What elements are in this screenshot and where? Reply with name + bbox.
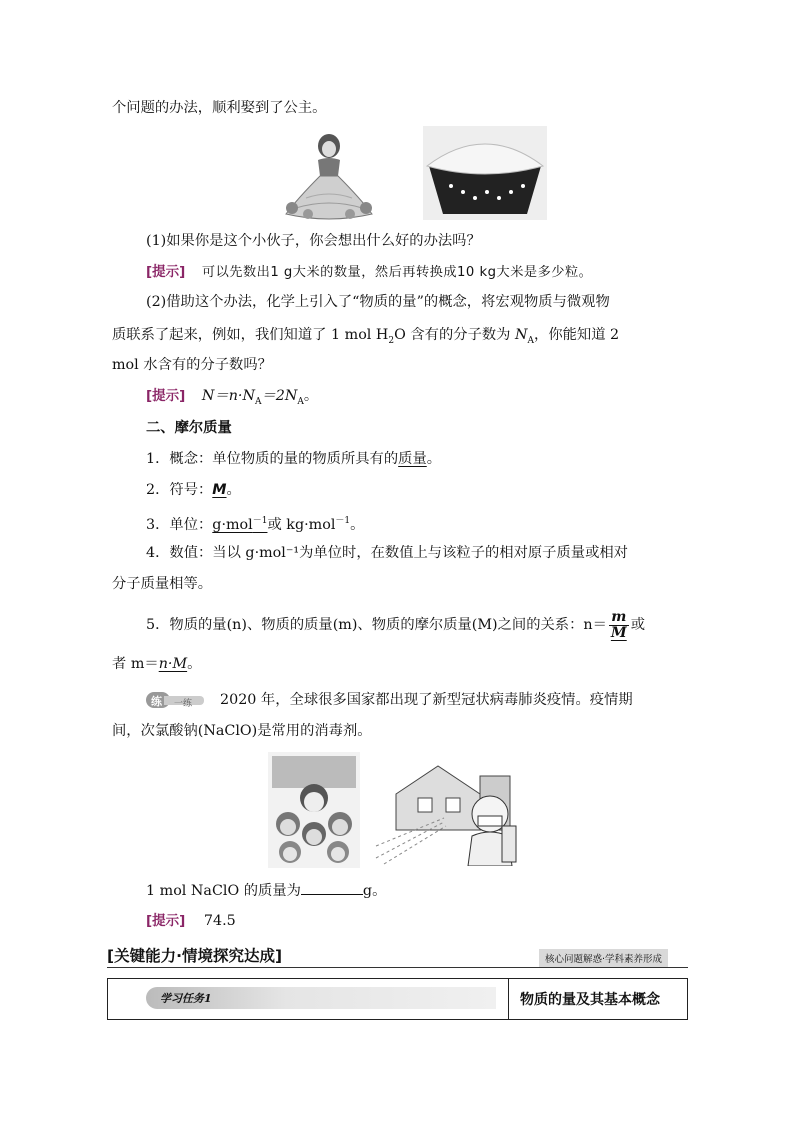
question-1: (1)如果你是这个小伙子，你会想出什么好的办法吗？ xyxy=(146,233,481,249)
item-4-line-1: 4．数值：当以 g·mol⁻¹为单位时，在数值上与该粒子的相对原子质量或相对 xyxy=(146,545,628,561)
section-header-bar xyxy=(107,946,688,966)
practice-question: 1 mol NaClO 的质量为 g。 xyxy=(146,880,386,901)
practice-line-2: 间，次氯酸钠(NaClO)是常用的消毒剂。 xyxy=(112,723,372,739)
question-2-line-2: 质联系了起来，例如，我们知道了 1 mol $H_2O$ 含有的分子数为 $N_A$，你能知道 2 xyxy=(112,327,620,346)
hint-1-text: 可以先数出1 g大米的数量，然后再转换成10 kg大米是多少粒。 xyxy=(201,265,593,280)
princess-illustration xyxy=(278,128,380,220)
answer-blank xyxy=(301,880,363,895)
learning-task-badge: 学习任务1 xyxy=(146,987,496,1009)
question-2-line-1: (2)借助这个办法，化学上引入了“物质的量”的概念，将宏观物质与微观物 xyxy=(146,294,610,310)
learning-task-title: 物质的量及其基本概念 xyxy=(520,992,660,1008)
item-3: 3．单位：g·mol$^{-1}$或 kg·mol$^{-1}$。 xyxy=(146,516,365,533)
fraction-m-over-M: $\frac{m}{M}$ xyxy=(610,608,627,641)
practice-badge: 练 一练 xyxy=(146,691,206,709)
children-cartoon-illustration xyxy=(268,752,360,868)
hint-1 xyxy=(146,262,592,283)
item-4-line-2: 分子质量相等。 xyxy=(112,576,213,592)
learning-task-label-cell xyxy=(108,979,509,1019)
section-header-title: [关键能力·情境探究达成] xyxy=(107,947,283,965)
disinfection-cartoon-illustration xyxy=(374,758,526,866)
item-2: 2．符号：M。 xyxy=(146,482,241,498)
item-1: 1．概念：单位物质的量的物质所具有的质量。 xyxy=(146,451,442,467)
intro-text: 个问题的办法，顺利娶到了公主。 xyxy=(112,100,327,116)
question-2-line-3: mol 水含有的分子数吗？ xyxy=(112,357,272,373)
hint-label: [提示] xyxy=(146,913,186,929)
section-divider xyxy=(107,967,688,968)
hint-3 xyxy=(146,911,236,931)
practice-line-1: 练 一练 2020 年，全球很多国家都出现了新型冠状病毒肺炎疫情。疫情期 xyxy=(146,690,633,710)
section-header-tag: 核心问题解惑·学科素养形成 xyxy=(539,949,668,967)
hint-label: [提示] xyxy=(146,388,186,404)
item-5-line-1: 5．物质的量(n)、物质的质量(m)、物质的摩尔质量(M)之间的关系：n＝ $\frac{m}{M}$ 或 xyxy=(146,608,646,641)
hint-2: [提示] $N=n\cdot N_A=2N_A$。 xyxy=(146,388,319,407)
item-5-line-2: 者 m＝n·M。 xyxy=(112,656,202,672)
hint-3-answer: 74.5 xyxy=(203,913,236,929)
section-2-title: 二、摩尔质量 xyxy=(146,420,232,436)
rice-bowl-illustration xyxy=(423,126,547,220)
hint-label: [提示] xyxy=(146,264,186,280)
learning-task-box xyxy=(107,978,688,1020)
